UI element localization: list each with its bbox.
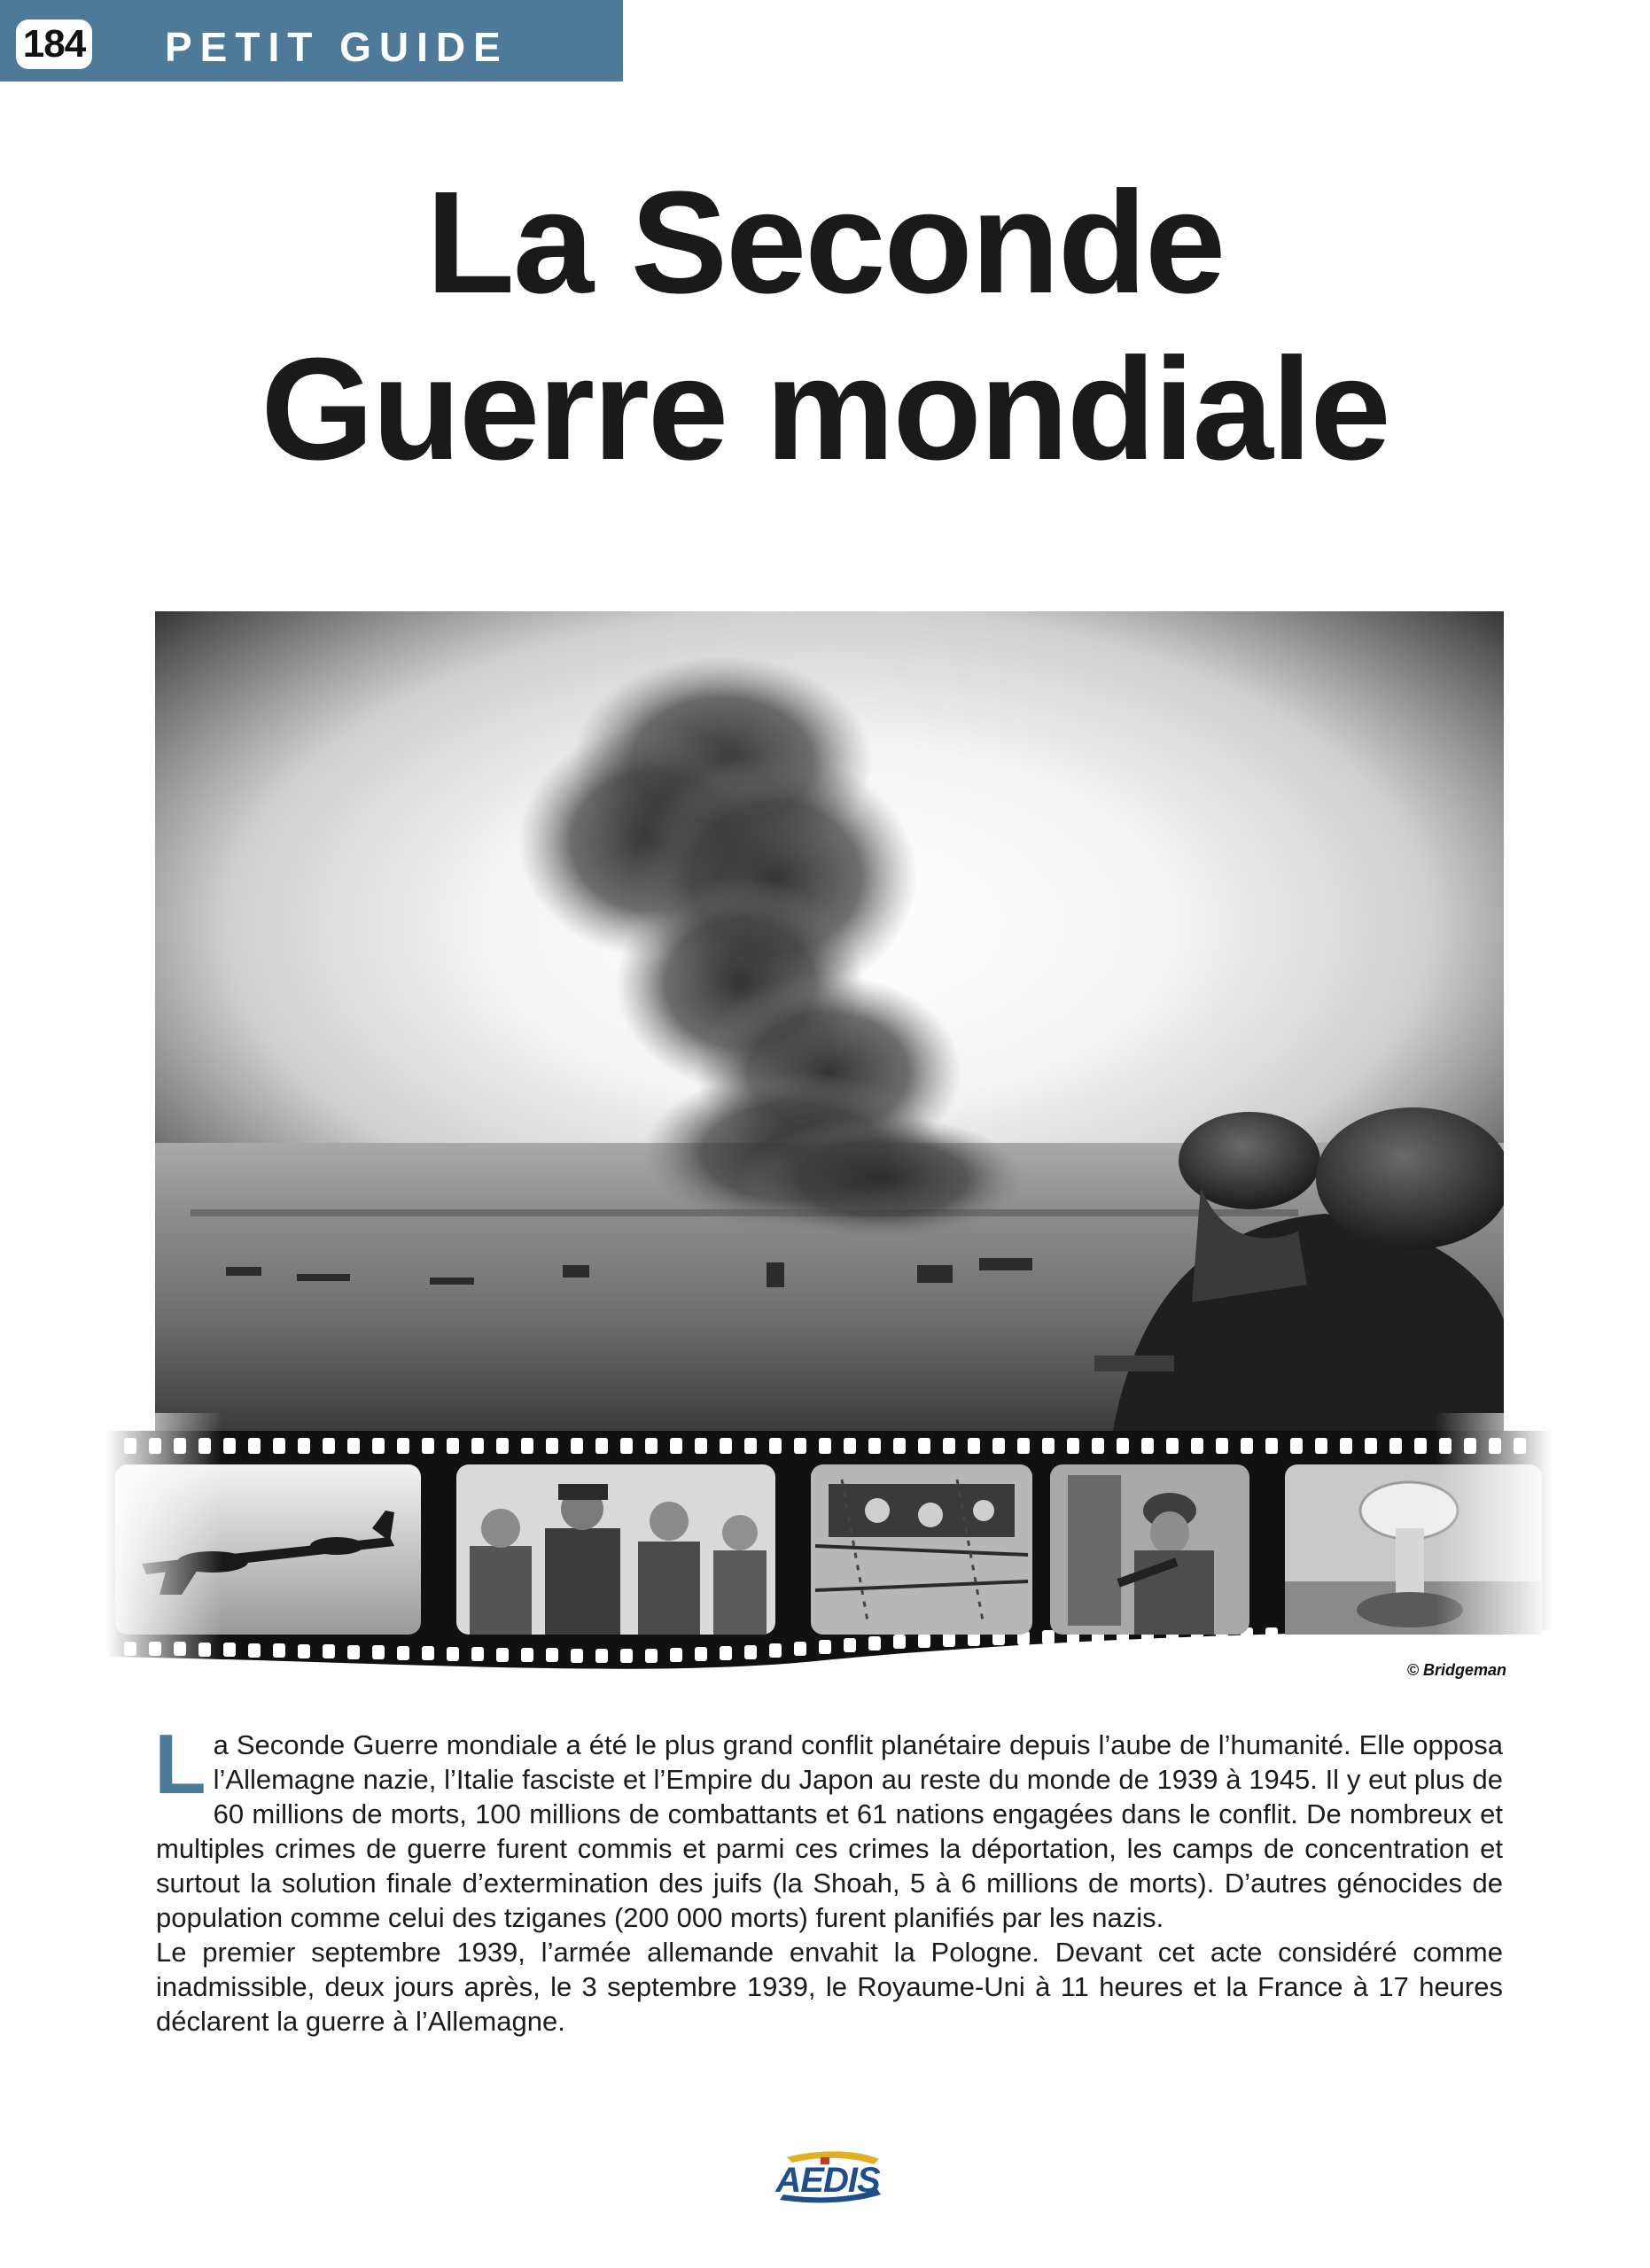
film-strip bbox=[106, 1413, 1551, 1679]
paragraph-2: Le premier septembre 1939, l’armée allemande envahit la Pologne. Devant cet acte considéré comme inadmissible, deux jours après, le 3 septembre 1939, le Royaume-Uni à 11 heures et la France à 17 heures déclarent la guerre à l’Allemagne. bbox=[156, 1937, 1503, 2037]
title-line-1: La Seconde bbox=[425, 161, 1225, 323]
title-line-2: Guerre mondiale bbox=[261, 328, 1389, 490]
header-band bbox=[0, 0, 623, 82]
publisher-logo bbox=[769, 2148, 886, 2207]
photo-credit: © Bridgeman bbox=[1406, 1661, 1506, 1679]
paragraph-1 bbox=[154, 1717, 1503, 1935]
publisher-logo-text: AEDIS bbox=[775, 2161, 880, 2200]
main-photo bbox=[155, 611, 1504, 1435]
paragraph-1-text: a Seconde Guerre mondiale a été le plus grand conflit planétaire depuis l’aube de l’humanité. Elle opposa l’Allemagne nazie, l’Italie fasciste et l’Empire du Japon au reste du monde de 1939 à 1945. Il y eut plus de 60 millions de morts, 100 millions de combattants et 61 nations engagées dans le conflit. De nombreux et multiples crimes de guerre furent commis et parmi ces crimes la déportation, les camps de concentration et surtout la solution finale d’extermination des juifs (la Shoah, 5 à 6 millions de morts). D’autres génocides de population comme celui des tziganes (200 000 morts) furent planifiés par les nazis. bbox=[156, 1729, 1503, 1933]
guide-label: PETIT GUIDE bbox=[165, 24, 509, 70]
page-title bbox=[0, 159, 1650, 493]
issue-number-badge: 184 bbox=[16, 19, 92, 69]
dropcap: L bbox=[154, 1717, 206, 1812]
article-body bbox=[154, 1717, 1503, 2039]
